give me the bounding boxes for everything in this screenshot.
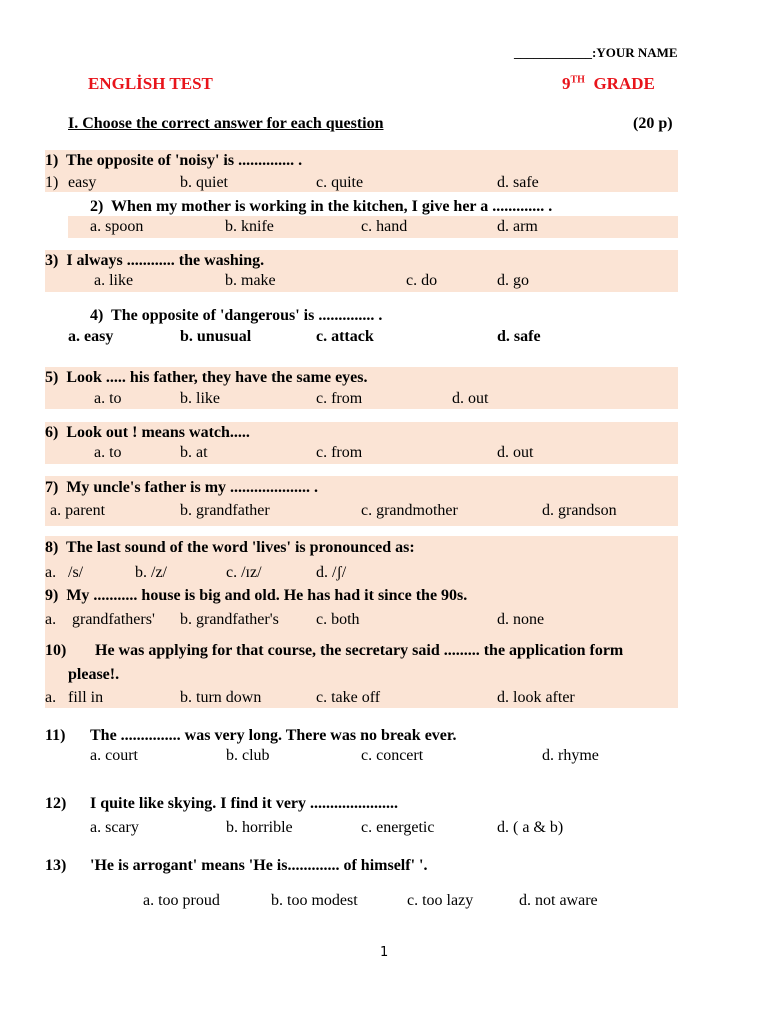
question-13-number: 13) (45, 857, 67, 874)
q2-option-c[interactable]: c. hand (361, 218, 408, 235)
question-number: 7) (45, 479, 59, 496)
q4-option-c[interactable]: c. attack (316, 328, 374, 345)
question-6 (45, 424, 250, 442)
q2-option-b[interactable]: b. knife (225, 218, 274, 235)
question-text: Look ..... his father, they have the same eyes. (66, 369, 368, 386)
question-11-number: 11) (45, 727, 66, 744)
q9-option-c[interactable]: c. both (316, 611, 360, 628)
q9-option-b[interactable]: b. grandfather's (180, 611, 279, 628)
q6-option-c[interactable]: c. from (316, 444, 363, 461)
q1-option-a[interactable]: easy (68, 174, 97, 191)
question-5 (45, 369, 368, 387)
q3-option-b[interactable]: b. make (225, 272, 276, 289)
question-2 (90, 198, 552, 216)
question-number: 2) (90, 198, 104, 215)
question-text: Look out ! means watch..... (66, 424, 250, 441)
q5-option-b[interactable]: b. like (180, 390, 220, 407)
question-number: 8) (45, 539, 59, 556)
q7-option-d[interactable]: d. grandson (542, 502, 617, 519)
question-number: 5) (45, 369, 59, 386)
q11-option-b[interactable]: b. club (226, 747, 270, 764)
q4-option-b[interactable]: b. unusual (180, 328, 252, 345)
question-text: The opposite of 'dangerous' is .............. . (111, 307, 383, 324)
q1-opt-prefix: 1) (45, 174, 59, 191)
q10-opt-prefix: a. (45, 689, 57, 706)
q11-option-c[interactable]: c. concert (361, 747, 424, 764)
q8-option-c[interactable]: c. /ɪz/ (226, 564, 262, 581)
question-number: 9) (45, 587, 59, 604)
q8-option-a[interactable]: /s/ (68, 564, 84, 581)
question-1 (45, 152, 302, 170)
q12-option-b[interactable]: b. horrible (226, 819, 293, 836)
q9-option-d[interactable]: d. none (497, 611, 545, 628)
test-title: ENGLİSH TEST (88, 74, 213, 93)
q11-option-d[interactable]: d. rhyme (542, 747, 599, 764)
question-number: 3) (45, 252, 59, 269)
section-title-text: I. Choose the correct answer for each question (68, 115, 384, 132)
grade-number: 9 (562, 74, 571, 93)
q9-option-a[interactable]: grandfathers' (72, 611, 155, 628)
q3-option-d[interactable]: d. go (497, 272, 529, 289)
question-7 (45, 479, 318, 497)
q1-option-c[interactable]: c. quite (316, 174, 364, 191)
q7-option-c[interactable]: c. grandmother (361, 502, 458, 519)
question-4 (90, 307, 382, 325)
section-title (68, 115, 678, 133)
q7-option-b[interactable]: b. grandfather (180, 502, 270, 519)
q2-option-d[interactable]: d. arm (497, 218, 538, 235)
q12-option-c[interactable]: c. energetic (361, 819, 435, 836)
section-points: (20 p) (633, 115, 673, 132)
q4-option-d[interactable]: d. safe (497, 328, 541, 345)
q9-opt-prefix: a. (45, 611, 57, 628)
question-9 (45, 587, 467, 605)
question-number: 4) (90, 307, 104, 324)
question-8 (45, 539, 415, 557)
question-12-text: I quite like skying. I find it very ...................... (90, 795, 399, 812)
q8-option-b[interactable]: b. /z/ (135, 564, 167, 581)
question-10-number: 10) (45, 642, 67, 659)
question-11-text: The ............... was very long. There was no break ever. (90, 727, 457, 744)
question-3 (45, 252, 264, 270)
q13-option-a[interactable]: a. too proud (143, 892, 220, 909)
your-name-line: ____________:YOUR NAME (514, 45, 678, 60)
question-text: My ........... house is big and old. He has had it since the 90s. (66, 587, 468, 604)
grade-word: GRADE (593, 74, 655, 93)
question-text: My uncle's father is my .................... . (66, 479, 319, 496)
page-number: 1 (380, 945, 389, 960)
q13-option-d[interactable]: d. not aware (519, 892, 598, 909)
q5-option-d[interactable]: d. out (452, 390, 489, 407)
question-text: The last sound of the word 'lives' is pronounced as: (66, 539, 415, 556)
q13-option-b[interactable]: b. too modest (271, 892, 358, 909)
q3-option-c[interactable]: c. do (406, 272, 438, 289)
grade-label (562, 74, 655, 94)
question-12-number: 12) (45, 795, 67, 812)
q3-option-a[interactable]: a. like (94, 272, 134, 289)
q12-option-d[interactable]: d. ( a & b) (497, 819, 564, 836)
question-number: 1) (45, 152, 59, 169)
q13-option-c[interactable]: c. too lazy (407, 892, 474, 909)
question-text: The opposite of 'noisy' is .............. . (66, 152, 303, 169)
q6-option-a[interactable]: a. to (94, 444, 122, 461)
q5-option-a[interactable]: a. to (94, 390, 122, 407)
q6-option-b[interactable]: b. at (180, 444, 208, 461)
q12-option-a[interactable]: a. scary (90, 819, 139, 836)
q10-option-d[interactable]: d. look after (497, 689, 575, 706)
q10-option-a[interactable]: fill in (68, 689, 104, 706)
grade-superscript: TH (570, 74, 585, 86)
question-10-text: He was applying for that course, the secretary said ......... the application form (95, 642, 624, 659)
q11-option-a[interactable]: a. court (90, 747, 138, 764)
q8-option-d[interactable]: d. /ʃ/ (316, 564, 347, 581)
question-number: 6) (45, 424, 59, 441)
question-text: I always ............ the washing. (66, 252, 265, 269)
q7-option-a[interactable]: a. parent (50, 502, 106, 519)
q8-opt-prefix: a. (45, 564, 57, 581)
q5-option-c[interactable]: c. from (316, 390, 363, 407)
q6-option-d[interactable]: d. out (497, 444, 534, 461)
q1-option-d[interactable]: d. safe (497, 174, 539, 191)
q10-option-b[interactable]: b. turn down (180, 689, 262, 706)
q2-option-a[interactable]: a. spoon (90, 218, 144, 235)
question-text: When my mother is working in the kitchen, I give her a ............. . (111, 198, 553, 215)
question-13-text: 'He is arrogant' means 'He is............. of himself' '. (90, 857, 428, 874)
q1-option-b[interactable]: b. quiet (180, 174, 228, 191)
q10-option-c[interactable]: c. take off (316, 689, 381, 706)
q4-option-a[interactable]: a. easy (68, 328, 114, 345)
question-10-text-cont: please!. (68, 666, 120, 683)
